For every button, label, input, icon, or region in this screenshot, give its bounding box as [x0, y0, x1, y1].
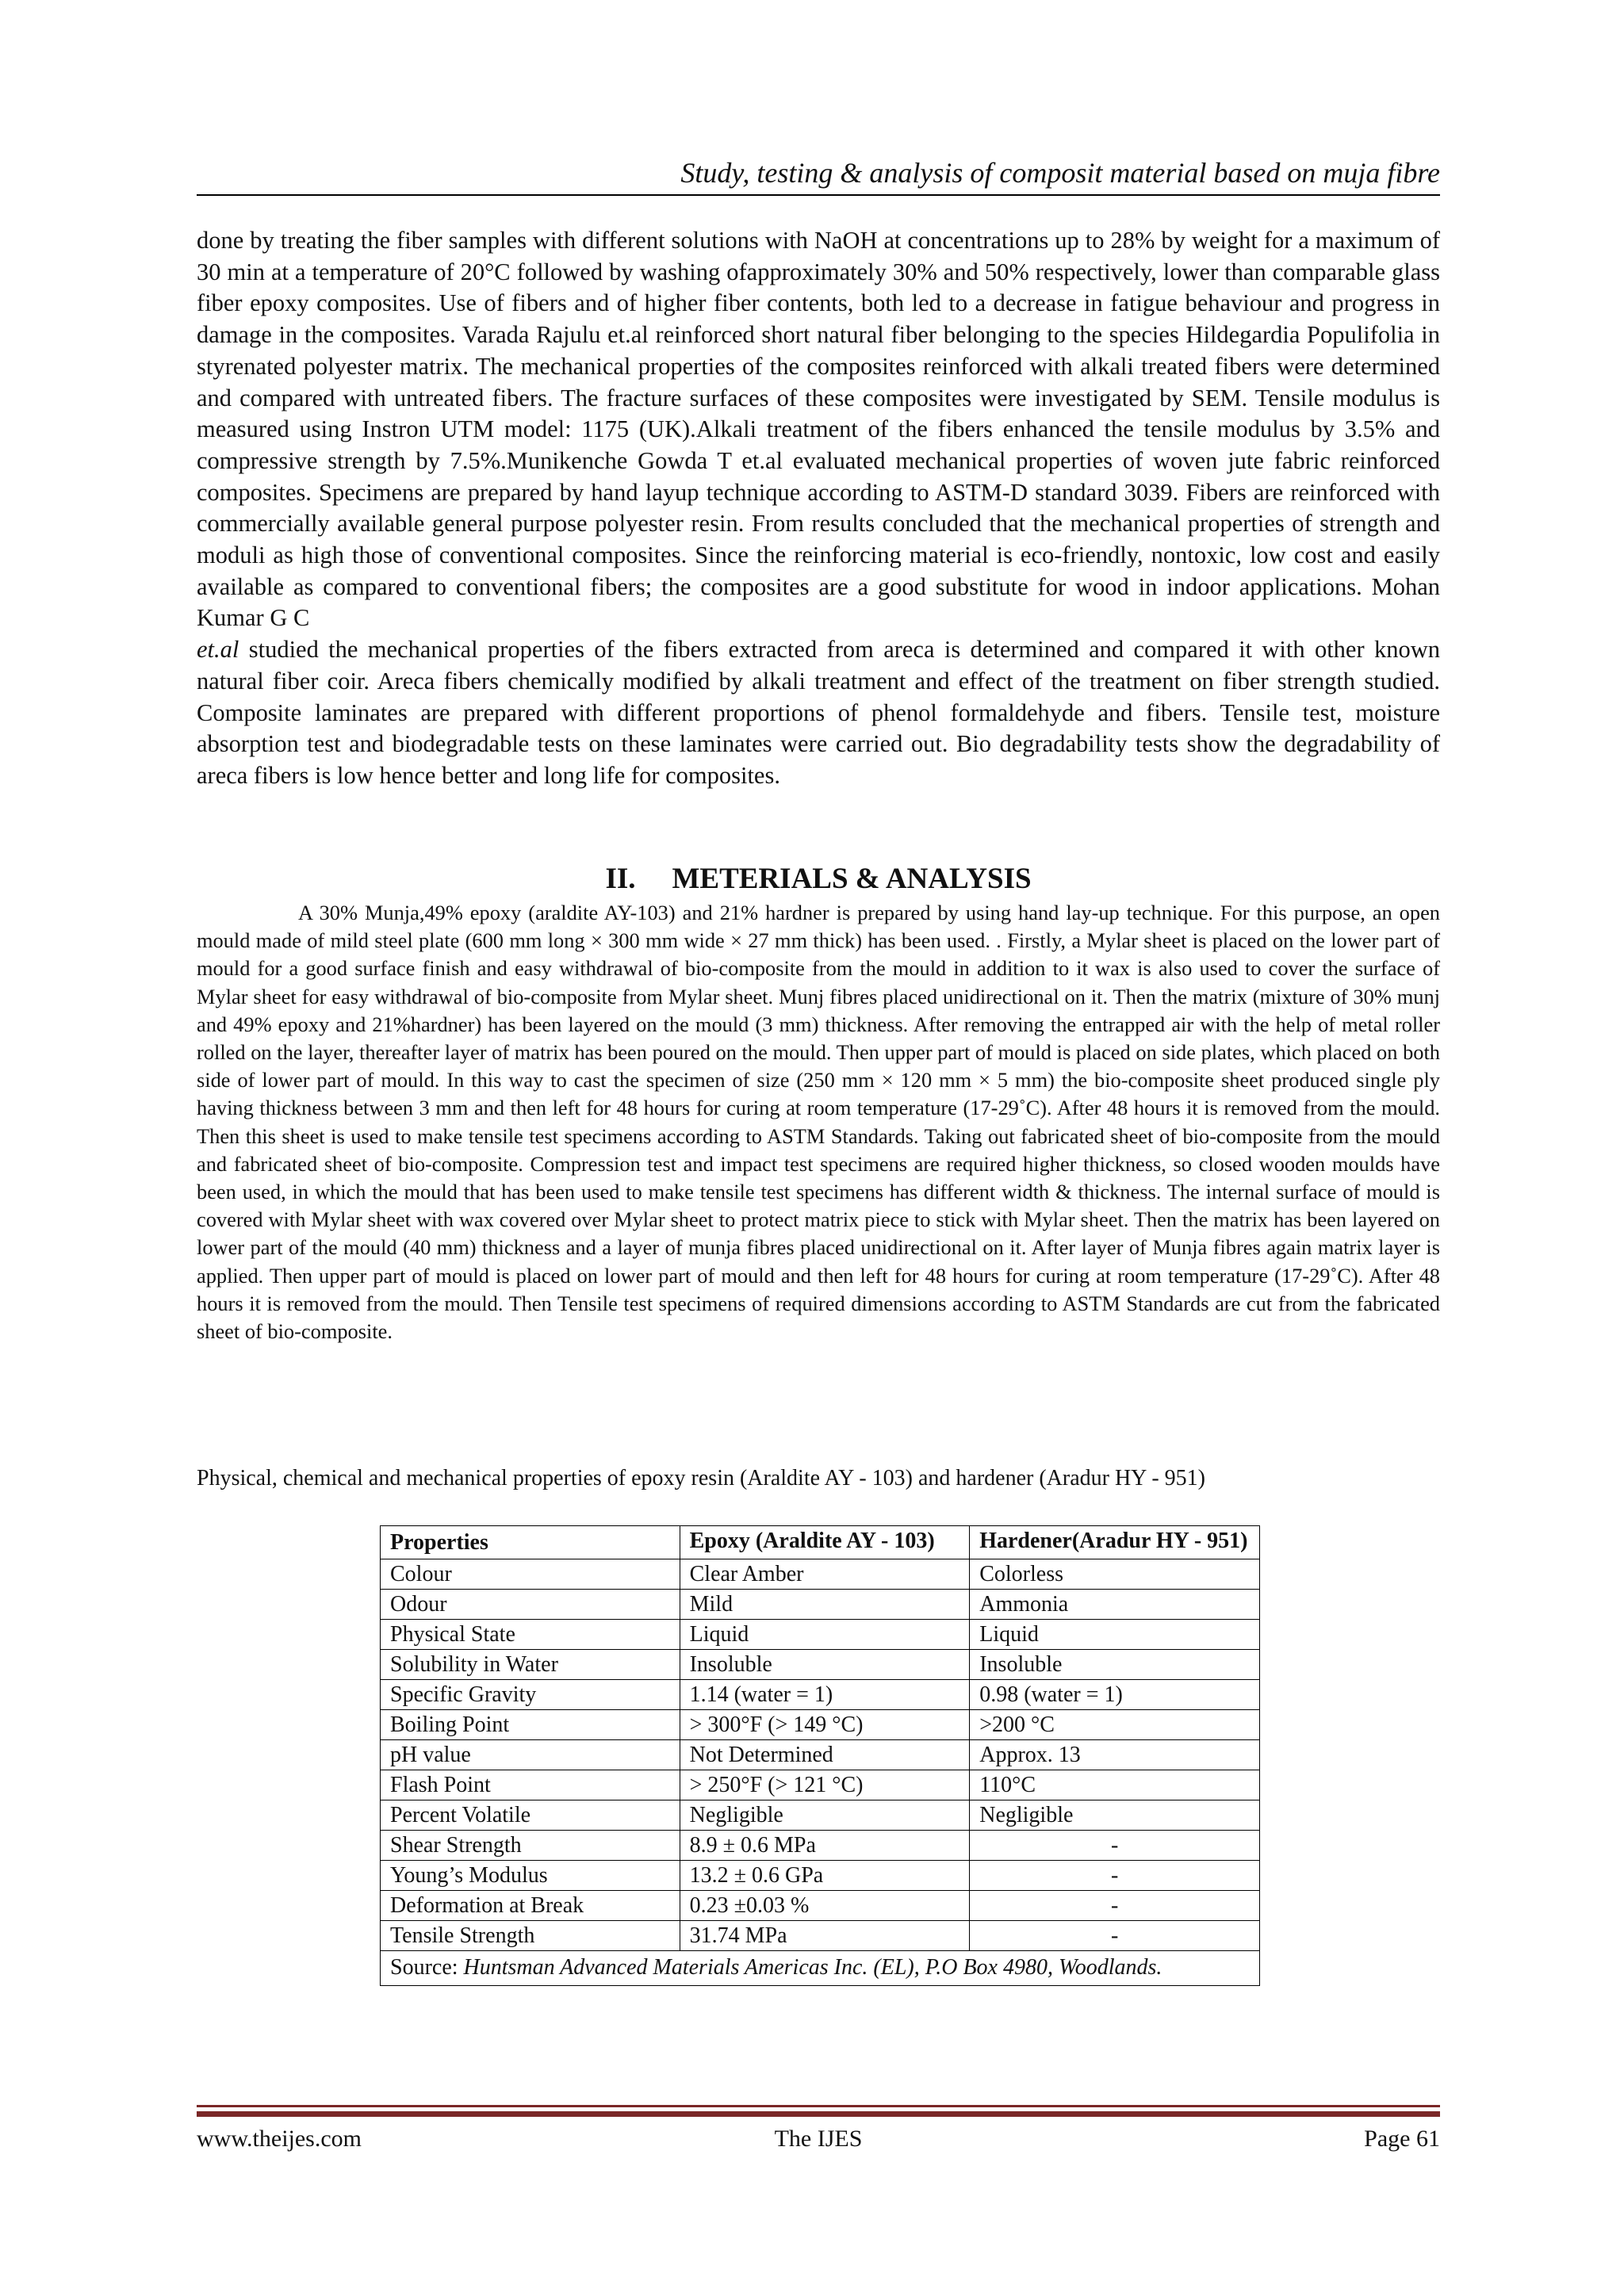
intro-paragraph — [197, 225, 1440, 792]
table-cell: Shear Strength — [381, 1831, 680, 1861]
table-row — [381, 1650, 1260, 1680]
properties-table — [380, 1525, 1260, 1986]
table-row — [381, 1921, 1260, 1951]
table-cell: - — [970, 1861, 1260, 1891]
section-number: II. — [605, 863, 636, 895]
table-cell: > 300°F (> 149 °C) — [680, 1710, 970, 1740]
table-row — [381, 1831, 1260, 1861]
footer-rule-thin — [197, 2105, 1440, 2107]
table-cell: Flash Point — [381, 1770, 680, 1800]
table-row — [381, 1800, 1260, 1831]
source-text: Huntsman Advanced Materials Americas Inc. (EL), P.O Box 4980, Woodlands. — [463, 1955, 1162, 1980]
table-cell: Not Determined — [680, 1740, 970, 1770]
header-rule — [197, 194, 1440, 196]
table-cell: Negligible — [680, 1800, 970, 1831]
table-cell: - — [970, 1891, 1260, 1921]
table-cell: Solubility in Water — [381, 1650, 680, 1680]
table-cell: Tensile Strength — [381, 1921, 680, 1951]
table-row — [381, 1770, 1260, 1800]
table-cell: Approx. 13 — [970, 1740, 1260, 1770]
table-cell: Negligible — [970, 1800, 1260, 1831]
table-cell: 13.2 ± 0.6 GPa — [680, 1861, 970, 1891]
table-row — [381, 1710, 1260, 1740]
footer-rule-thick — [197, 2111, 1440, 2117]
methods-text: A 30% Munja,49% epoxy (araldite AY-103) and 21% hardner is prepared by using hand lay-up technique. For this purpose, an open mould made of mild steel plate (600 mm long × 300 mm wide × 27 mm thick) has been used. . Firstly, a Mylar sheet is placed on the lower part of mould for a good surface finish and easy withdrawal of bio-composite from the mould in addition to it wax is also used to cover the surface of Mylar sheet for easy withdrawal of bio-composite from Mylar sheet. Munj fibres placed unidirectional on it. Then the matrix (mixture of 30% munj and 49% epoxy and 21%hardner) has been layered on the mould (3 mm) thickness. After removing the entrapped air with the help of metal roller rolled on the layer, thereafter layer of matrix has been poured on the mould. Then upper part of mould is placed on side plates, which placed on both side of lower part of mould. In this way to cast the specimen of size (250 mm × 120 mm × 5 mm) the bio-composite sheet produced single ply having thickness between 3 mm and then left for 48 hours for curing at room temperature (17-29˚C). After 48 hours it is removed from the mould. Then this sheet is used to make tensile test specimens according to ASTM Standards. Taking out fabricated sheet of bio-composite from the mould and fabricated sheet of bio-composite. Compression test and impact test specimens are required higher thickness, so closed wooden moulds have been used, in which the mould that has been used to make tensile test specimens has different width & thickness. The internal surface of mould is covered with Mylar sheet with wax covered over Mylar sheet to protect matrix piece to stick with Mylar sheet. Then the matrix has been layered on lower part of the mould (40 mm) thickness and a layer of munja fibres placed unidirectional on it. After layer of Munja fibres again matrix layer is applied. Then upper part of mould is placed on lower part of mould and then left for 48 hours for curing at room temperature (17-29˚C). After 48 hours it is removed from the mould. Then Tensile test specimens of required dimensions according to ASTM Standards are cut from the fabricated sheet of bio-composite. — [197, 901, 1440, 1344]
table-cell: Liquid — [970, 1620, 1260, 1650]
table-cell: Boiling Point — [381, 1710, 680, 1740]
page-footer — [197, 2122, 1440, 2156]
intro-text-part2: studied the mechanical properties of the fibers extracted from areca is determined and compared it with other known natural fiber coir. Areca fibers chemically modified by alkali treatment and effect of the treatment on fiber strength studied. Composite laminates are prepared with different proportions of phenol formaldehyde and fibers. Tensile test, moisture absorption test and biodegradable tests on these laminates were carried out. Bio degradability tests show the degradability of areca fibers is low hence better and long life for composites. — [197, 636, 1440, 789]
table-cell: - — [970, 1921, 1260, 1951]
table-cell: Clear Amber — [680, 1559, 970, 1590]
table-caption: Physical, chemical and mechanical properties of epoxy resin (Araldite AY - 103) and hardener (Aradur HY - 951) — [197, 1466, 1206, 1490]
table-cell: 1.14 (water = 1) — [680, 1680, 970, 1710]
table-cell: 0.98 (water = 1) — [970, 1680, 1260, 1710]
table-row — [381, 1861, 1260, 1891]
intro-italic-etal: et.al — [197, 636, 239, 664]
table-cell: Specific Gravity — [381, 1680, 680, 1710]
table-source-row — [381, 1951, 1260, 1986]
table-cell: Colour — [381, 1559, 680, 1590]
table-row — [381, 1740, 1260, 1770]
table-cell: 0.23 ±0.03 % — [680, 1891, 970, 1921]
footer-journal: The IJES — [774, 2126, 863, 2152]
table-cell: Deformation at Break — [381, 1891, 680, 1921]
table-row — [381, 1891, 1260, 1921]
table-source-cell — [381, 1951, 1260, 1986]
table-cell: pH value — [381, 1740, 680, 1770]
table-cell: 31.74 MPa — [680, 1921, 970, 1951]
table-cell: Percent Volatile — [381, 1800, 680, 1831]
section-title: METERIALS & ANALYSIS — [672, 863, 1032, 895]
table-cell: Young’s Modulus — [381, 1861, 680, 1891]
table-row — [381, 1680, 1260, 1710]
table-row — [381, 1590, 1260, 1620]
table-cell: > 250°F (> 121 °C) — [680, 1770, 970, 1800]
footer-page-number: Page 61 — [1364, 2126, 1440, 2152]
table-cell: Odour — [381, 1590, 680, 1620]
intro-text-part1: done by treating the fiber samples with different solutions with NaOH at concentrations up to 28% by weight for a maximum of 30 min at a temperature of 20°C followed by washing ofapproximately 30% and 50% respectively, lower than comparable glass fiber epoxy composites. Use of fibers and of higher fiber contents, both led to a decrease in fatigue behaviour and progress in damage in the composites. Varada Rajulu et.al reinforced short natural fiber belonging to the species Hildegardia Populifolia in styrenated polyester matrix. The mechanical properties of the composites reinforced with alkali treated fibers were determined and compared with untreated fibers. The fracture surfaces of these composites were investigated by SEM. Tensile modulus is measured using Instron UTM model: 1175 (UK).Alkali treatment of the fibers enhanced the tensile modulus by 3.5% and compressive strength by 7.5%.Munikenche Gowda T et.al evaluated mechanical properties of woven jute fabric reinforced composites. Specimens are prepared by hand layup technique according to ASTM-D standard 3039. Fibers are reinforced with commercially available general purpose polyester resin. From results concluded that the mechanical properties of strength and moduli as high those of conventional composites. Since the reinforcing material is eco-friendly, nontoxic, low cost and easily available as compared to conventional fibers; the composites are a good substitute for wood in indoor applications. Mohan Kumar G C — [197, 227, 1440, 632]
table-header-row — [381, 1526, 1260, 1559]
running-header: Study, testing & analysis of composit material based on muja fibre — [680, 157, 1440, 189]
table-cell: Physical State — [381, 1620, 680, 1650]
table-cell: Ammonia — [970, 1590, 1260, 1620]
table-cell: Liquid — [680, 1620, 970, 1650]
footer-website: www.theijes.com — [197, 2126, 362, 2152]
table-header-properties: Properties — [381, 1526, 680, 1559]
table-row — [381, 1620, 1260, 1650]
table-cell: Mild — [680, 1590, 970, 1620]
table-cell: Colorless — [970, 1559, 1260, 1590]
table-header-hardener: Hardener(Aradur HY - 951) — [970, 1526, 1260, 1559]
methods-paragraph — [197, 899, 1440, 1345]
table-header-epoxy: Epoxy (Araldite AY - 103) — [680, 1526, 970, 1559]
table-cell: Insoluble — [970, 1650, 1260, 1680]
table-cell: 110°C — [970, 1770, 1260, 1800]
section-heading — [197, 861, 1440, 897]
table-cell: Insoluble — [680, 1650, 970, 1680]
source-label: Source: — [390, 1955, 458, 1980]
table-row — [381, 1559, 1260, 1590]
table-cell: >200 °C — [970, 1710, 1260, 1740]
table-cell: 8.9 ± 0.6 MPa — [680, 1831, 970, 1861]
table-cell: - — [970, 1831, 1260, 1861]
